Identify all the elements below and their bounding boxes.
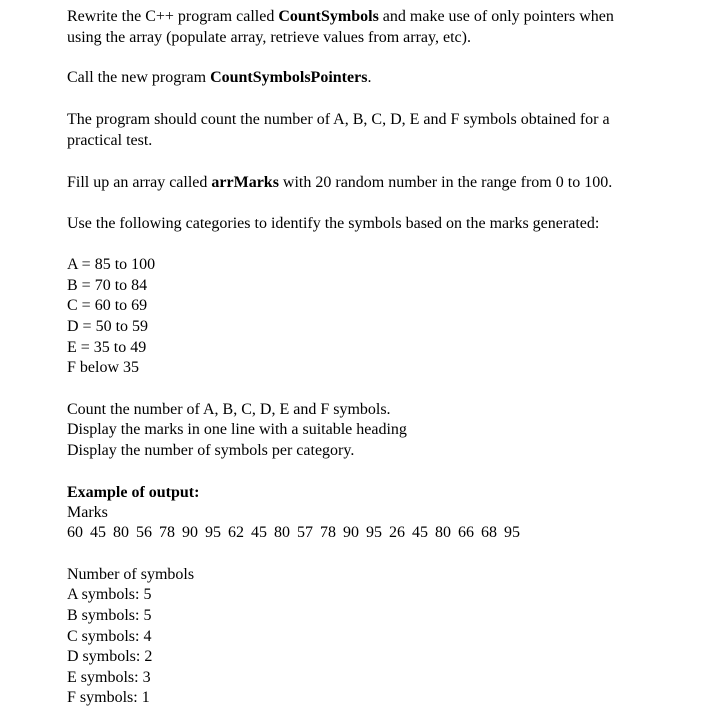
- mark-value: 66: [458, 524, 474, 541]
- fill-text-end: with 20 random number in the range from 0 to 100.: [278, 174, 613, 191]
- marks-label: Marks: [67, 504, 108, 521]
- mark-value: 26: [389, 524, 405, 541]
- mark-value: 68: [481, 524, 497, 541]
- intro-text-end: and make use of only pointers when: [378, 8, 614, 25]
- task-item: Count the number of A, B, C, D, E and F symbols.: [67, 401, 391, 418]
- array-name-arrmarks: arrMarks: [211, 174, 279, 191]
- call-text-end: .: [367, 69, 372, 86]
- mark-value: 78: [159, 524, 175, 541]
- mark-value: 95: [366, 524, 382, 541]
- symbol-count: D symbols: 2: [67, 648, 153, 665]
- mark-value: 80: [113, 524, 129, 541]
- program-name-countsymbols: CountSymbols: [278, 8, 379, 25]
- category-item: E = 35 to 49: [67, 339, 147, 356]
- mark-value: 60: [67, 524, 83, 541]
- fill-text: Fill up an array called: [67, 174, 212, 191]
- mark-value: 95: [504, 524, 520, 541]
- category-item: F below 35: [67, 359, 139, 376]
- example-heading: [67, 483, 199, 503]
- task-item: Display the marks in one line with a suitable heading: [67, 421, 407, 438]
- symbol-count: C symbols: 4: [67, 628, 152, 645]
- task-item: Display the number of symbols per category.: [67, 442, 355, 459]
- categories-intro: Use the following categories to identify the symbols based on the marks generated:: [67, 215, 600, 232]
- intro-text: Rewrite the C++ program called: [67, 8, 279, 25]
- count-desc-line-1: The program should count the number of A, B, C, D, E and F symbols obtained for a: [67, 111, 610, 128]
- mark-value: 95: [205, 524, 221, 541]
- call-text: Call the new program: [67, 69, 211, 86]
- mark-value: 80: [435, 524, 451, 541]
- example-heading-text: Example of output:: [67, 484, 200, 501]
- symbol-count: A symbols: 5: [67, 586, 152, 603]
- symbol-count: E symbols: 3: [67, 669, 151, 686]
- category-item: D = 50 to 59: [67, 318, 149, 335]
- symbols-heading: Number of symbols: [67, 566, 195, 583]
- fill-line: [67, 173, 612, 193]
- call-line: [67, 68, 371, 88]
- symbol-count: F symbols: 1: [67, 689, 150, 706]
- mark-value: 45: [90, 524, 106, 541]
- mark-value: 62: [228, 524, 244, 541]
- count-desc-line-2: practical test.: [67, 132, 153, 149]
- mark-value: 80: [274, 524, 290, 541]
- category-item: A = 85 to 100: [67, 256, 156, 273]
- mark-value: 45: [251, 524, 267, 541]
- mark-value: 90: [182, 524, 198, 541]
- intro-line-1: [67, 7, 614, 27]
- marks-list: [67, 523, 527, 543]
- mark-value: 57: [297, 524, 313, 541]
- symbol-count: B symbols: 5: [67, 607, 152, 624]
- intro-line-2: using the array (populate array, retrieve values from array, etc).: [67, 29, 471, 46]
- mark-value: 78: [320, 524, 336, 541]
- mark-value: 56: [136, 524, 152, 541]
- category-item: C = 60 to 69: [67, 297, 148, 314]
- mark-value: 45: [412, 524, 428, 541]
- category-item: B = 70 to 84: [67, 277, 148, 294]
- program-name-countsymbolspointers: CountSymbolsPointers: [210, 69, 368, 86]
- mark-value: 90: [343, 524, 359, 541]
